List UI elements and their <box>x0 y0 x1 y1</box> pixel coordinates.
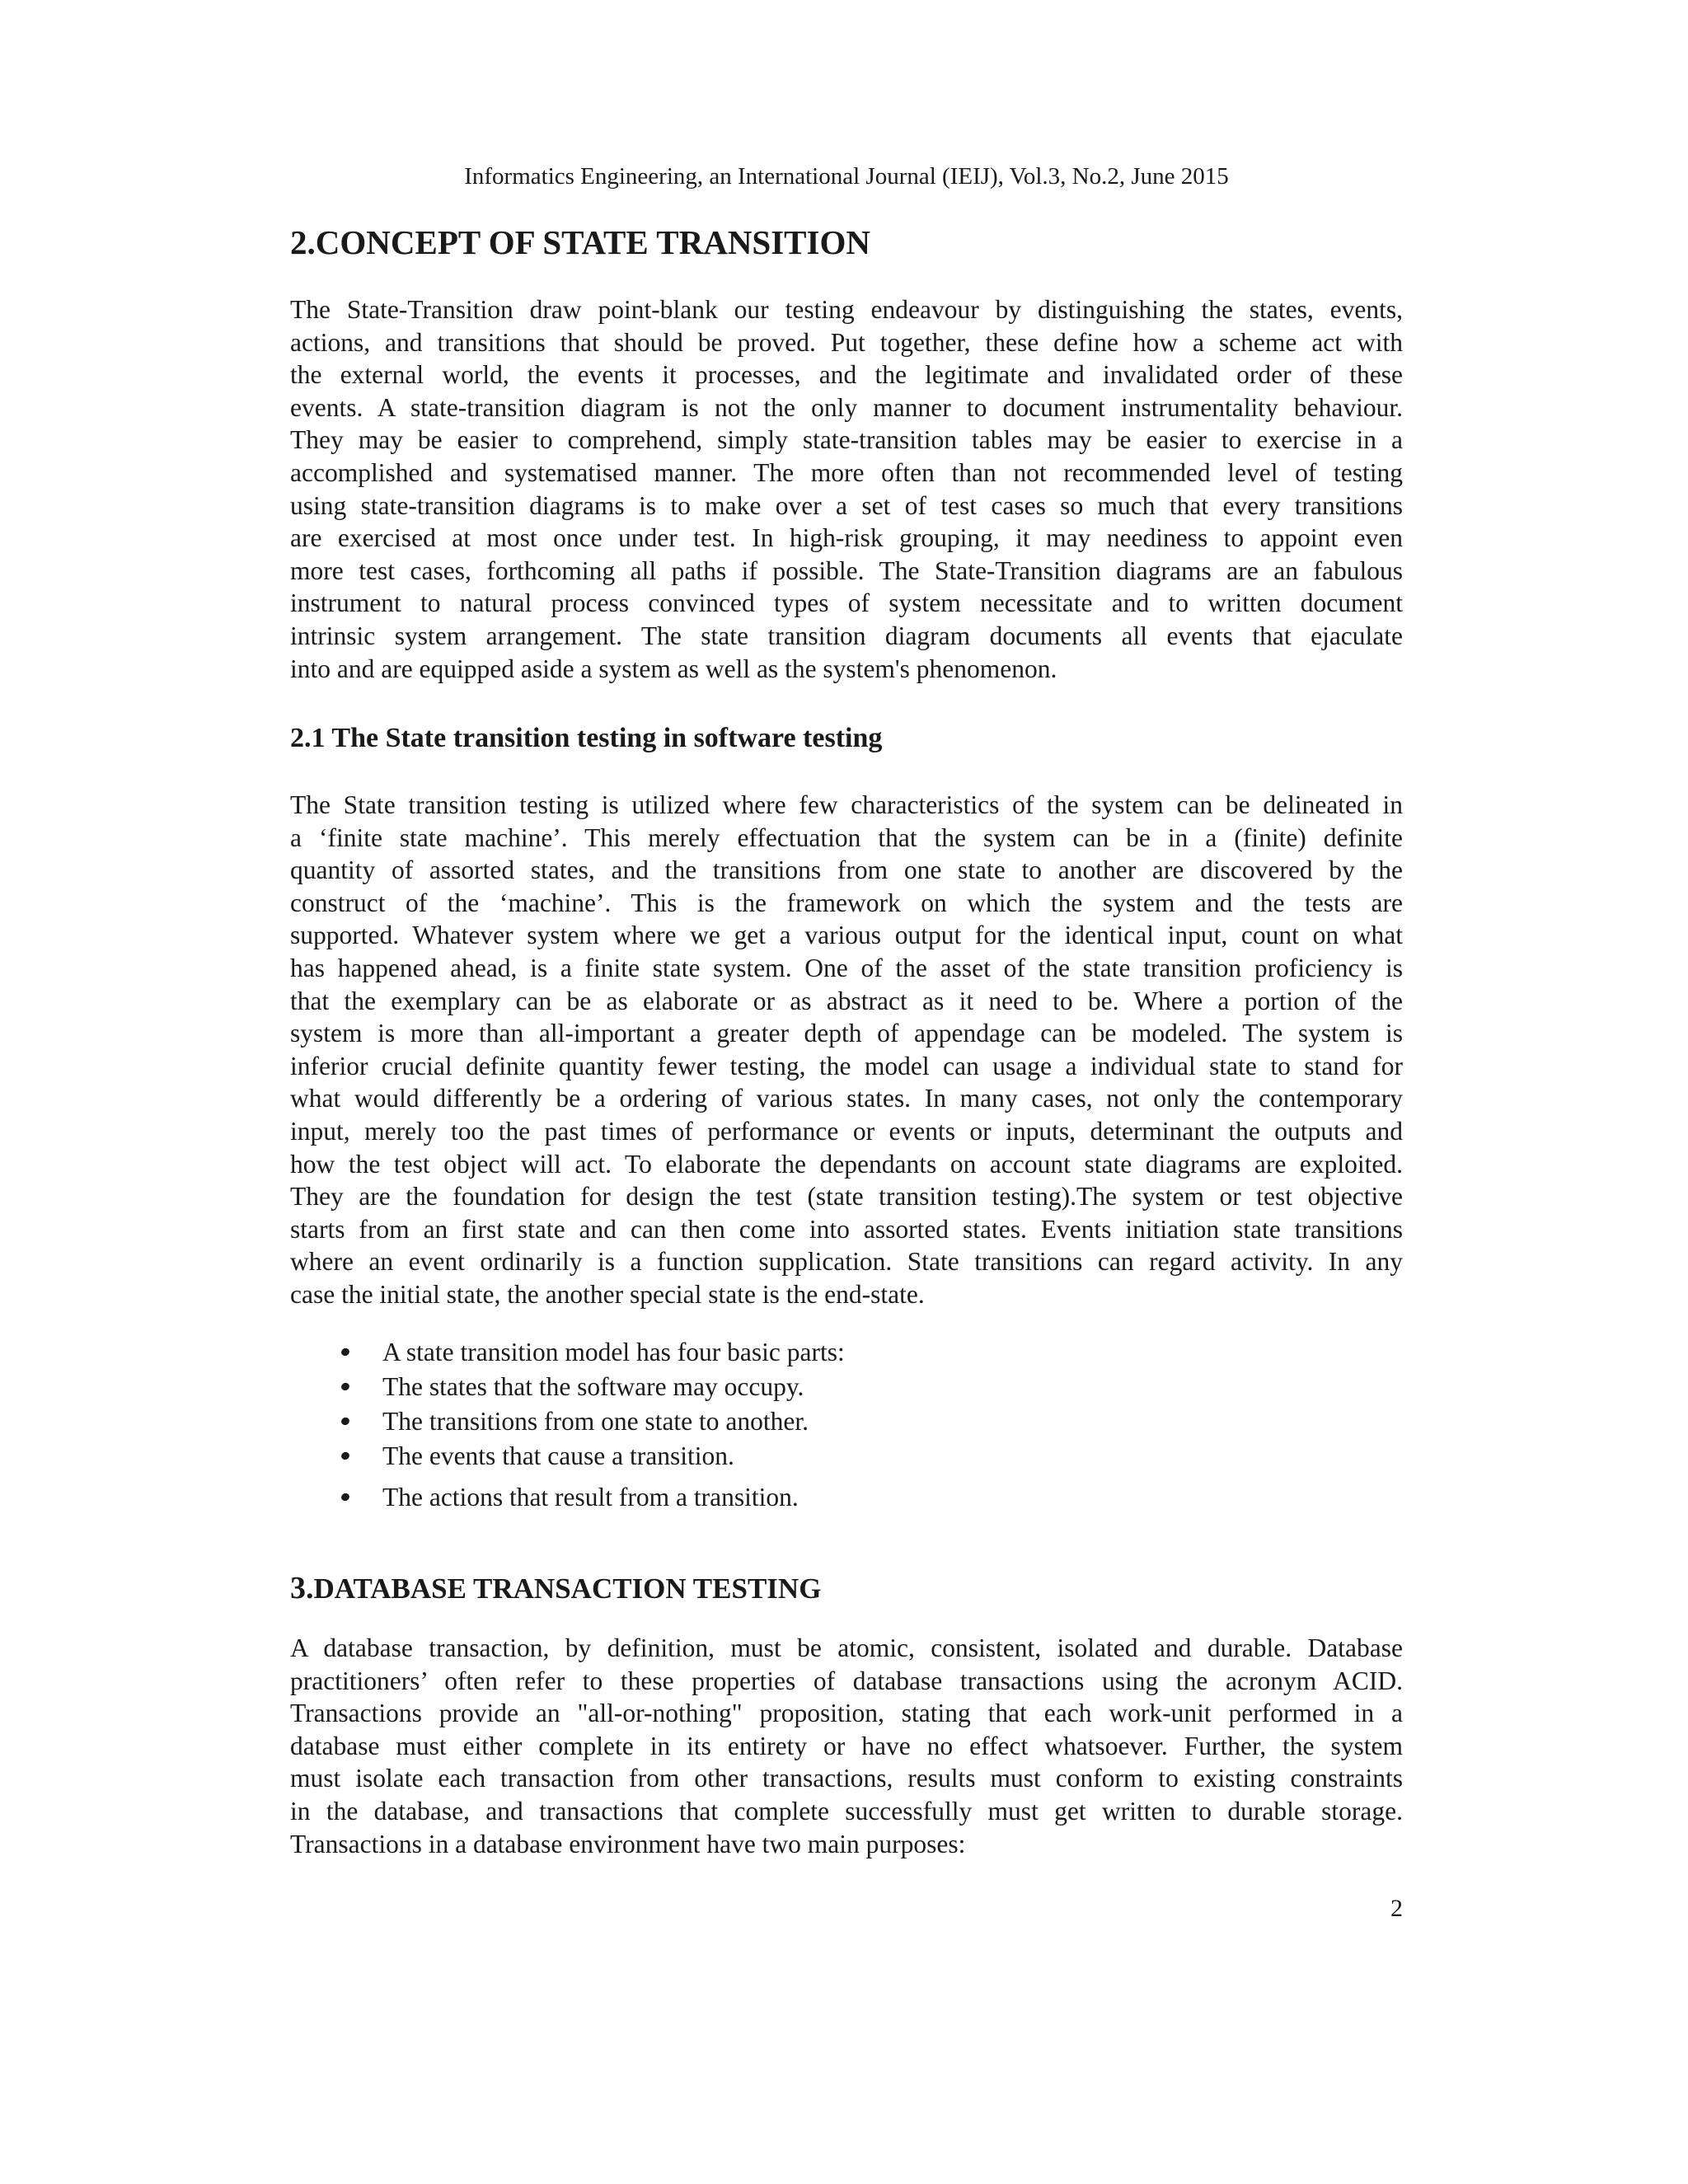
paragraph-line: events. A state-transition diagram is not the only manner to document instrumentality behaviour. <box>290 392 1403 422</box>
paragraph-line: accomplished and systematised manner. The more often than not recommended level of testing <box>290 457 1403 487</box>
paragraph-line: Transactions provide an "all-or-nothing" proposition, stating that each work-unit performed in a <box>290 1699 1403 1728</box>
paragraph-line: are exercised at most once under test. In high-risk grouping, it may neediness to appoint even <box>290 523 1403 553</box>
paragraph-line: where an event ordinarily is a function supplication. State transitions can regard activity. In any <box>290 1247 1403 1277</box>
section-heading-database-transaction-testing <box>290 1568 821 1610</box>
list-item <box>290 1404 845 1439</box>
running-header: Informatics Engineering, an International Journal (IEIJ), Vol.3, No.2, June 2015 <box>464 163 1229 190</box>
paragraph-line: database must either complete in its entirety or have no effect whatsoever. Further, the system <box>290 1731 1403 1760</box>
paragraph-line: A database transaction, by definition, must be atomic, consistent, isolated and durable. Database <box>290 1633 1403 1662</box>
paragraph-line: in the database, and transactions that complete successfully must get written to durable storage. <box>290 1796 1403 1825</box>
paper-page <box>290 0 1403 2184</box>
bullet-icon <box>340 1347 351 1357</box>
bullet-icon <box>340 1451 351 1460</box>
bullet-icon <box>340 1416 351 1426</box>
paragraph-line: actions, and transitions that should be proved. Put together, these define how a scheme act with <box>290 327 1403 357</box>
section-title-text: DATABASE TRANSACTION TESTING <box>313 1572 822 1605</box>
paragraph-line: input, merely too the past times of performance or events or inputs, determinant the outputs and <box>290 1116 1403 1146</box>
section2-paragraph <box>290 789 1403 1311</box>
paragraph-line: that the exemplary can be as elaborate or as abstract as it need to be. Where a portion of the <box>290 986 1403 1015</box>
state-transition-parts-list <box>290 1335 845 1515</box>
paragraph-line: The State-Transition draw point-blank our testing endeavour by distinguishing the states, events, <box>290 295 1403 324</box>
bullet-icon <box>340 1381 351 1391</box>
paragraph-line: a ‘finite state machine’. This merely effectuation that the system can be in a (finite) definite <box>290 823 1403 852</box>
list-item <box>290 1370 845 1404</box>
paragraph-line: how the test object will act. To elaborate the dependants on account state diagrams are exploited. <box>290 1149 1403 1179</box>
paragraph-line: starts from an first state and can then come into assorted states. Events initiation state transitions <box>290 1214 1403 1244</box>
list-item <box>290 1335 845 1370</box>
paragraph-line: practitioners’ often refer to these properties of database transactions using the acronym ACID. <box>290 1666 1403 1695</box>
paragraph-line: intrinsic system arrangement. The state transition diagram documents all events that ejaculate <box>290 621 1403 650</box>
paragraph-line: Transactions in a database environment have two main purposes: <box>290 1829 966 1858</box>
paragraph-line: They may be easier to comprehend, simply state-transition tables may be easier to exercise in a <box>290 425 1403 455</box>
paragraph-line: The State transition testing is utilized where few characteristics of the system can be delineated in <box>290 790 1403 819</box>
paragraph-line: what would differently be a ordering of various states. In many cases, not only the contemporary <box>290 1084 1403 1113</box>
paragraph-line: construct of the ‘machine’. This is the framework on which the system and the tests are <box>290 888 1403 917</box>
list-item-text: The actions that result from a transition. <box>382 1483 799 1511</box>
paragraph-line: quantity of assorted states, and the transitions from one state to another are discovered by the <box>290 855 1403 885</box>
section1-paragraph <box>290 293 1403 685</box>
paragraph-line: has happened ahead, is a finite state system. One of the asset of the state transition proficiency is <box>290 953 1403 982</box>
list-item-text: The transitions from one state to another. <box>382 1407 809 1436</box>
paragraph-line: instrument to natural process convinced types of system necessitate and to written document <box>290 588 1403 618</box>
section3-paragraph <box>290 1632 1403 1860</box>
paragraph-line: must isolate each transaction from other transactions, results must conform to existing constraints <box>290 1764 1403 1793</box>
paragraph-line: more test cases, forthcoming all paths if possible. The State-Transition diagrams are an fabulous <box>290 555 1403 585</box>
paragraph-line: into and are equipped aside a system as well as the system's phenomenon. <box>290 654 1057 683</box>
section-number: 3. <box>290 1571 314 1605</box>
paragraph-line: They are the foundation for design the test (state transition testing).The system or test objective <box>290 1182 1403 1212</box>
bullet-icon <box>340 1492 351 1502</box>
section-heading-concept-of-state-transition: 2.CONCEPT OF STATE TRANSITION <box>290 223 870 261</box>
paragraph-line: the external world, the events it processes, and the legitimate and invalidated order of these <box>290 360 1403 390</box>
subsection-heading-state-transition-testing: 2.1 The State transition testing in software testing <box>290 723 883 753</box>
paragraph-line: using state-transition diagrams is to make over a set of test cases so much that every transitions <box>290 490 1403 520</box>
paragraph-line: supported. Whatever system where we get a various output for the identical input, count on what <box>290 921 1403 950</box>
list-item <box>290 1480 845 1515</box>
page-number: 2 <box>1390 1895 1403 1922</box>
list-item-text: The events that cause a transition. <box>382 1441 734 1470</box>
list-item <box>290 1439 845 1474</box>
list-item-text: The states that the software may occupy. <box>382 1372 804 1401</box>
paragraph-line: system is more than all-important a greater depth of appendage can be modeled. The system is <box>290 1019 1403 1048</box>
paragraph-line: inferior crucial definite quantity fewer testing, the model can usage a individual state to stand for <box>290 1051 1403 1080</box>
list-item-text: A state transition model has four basic parts: <box>382 1338 845 1366</box>
paragraph-line: case the initial state, the another special state is the end-state. <box>290 1279 925 1309</box>
